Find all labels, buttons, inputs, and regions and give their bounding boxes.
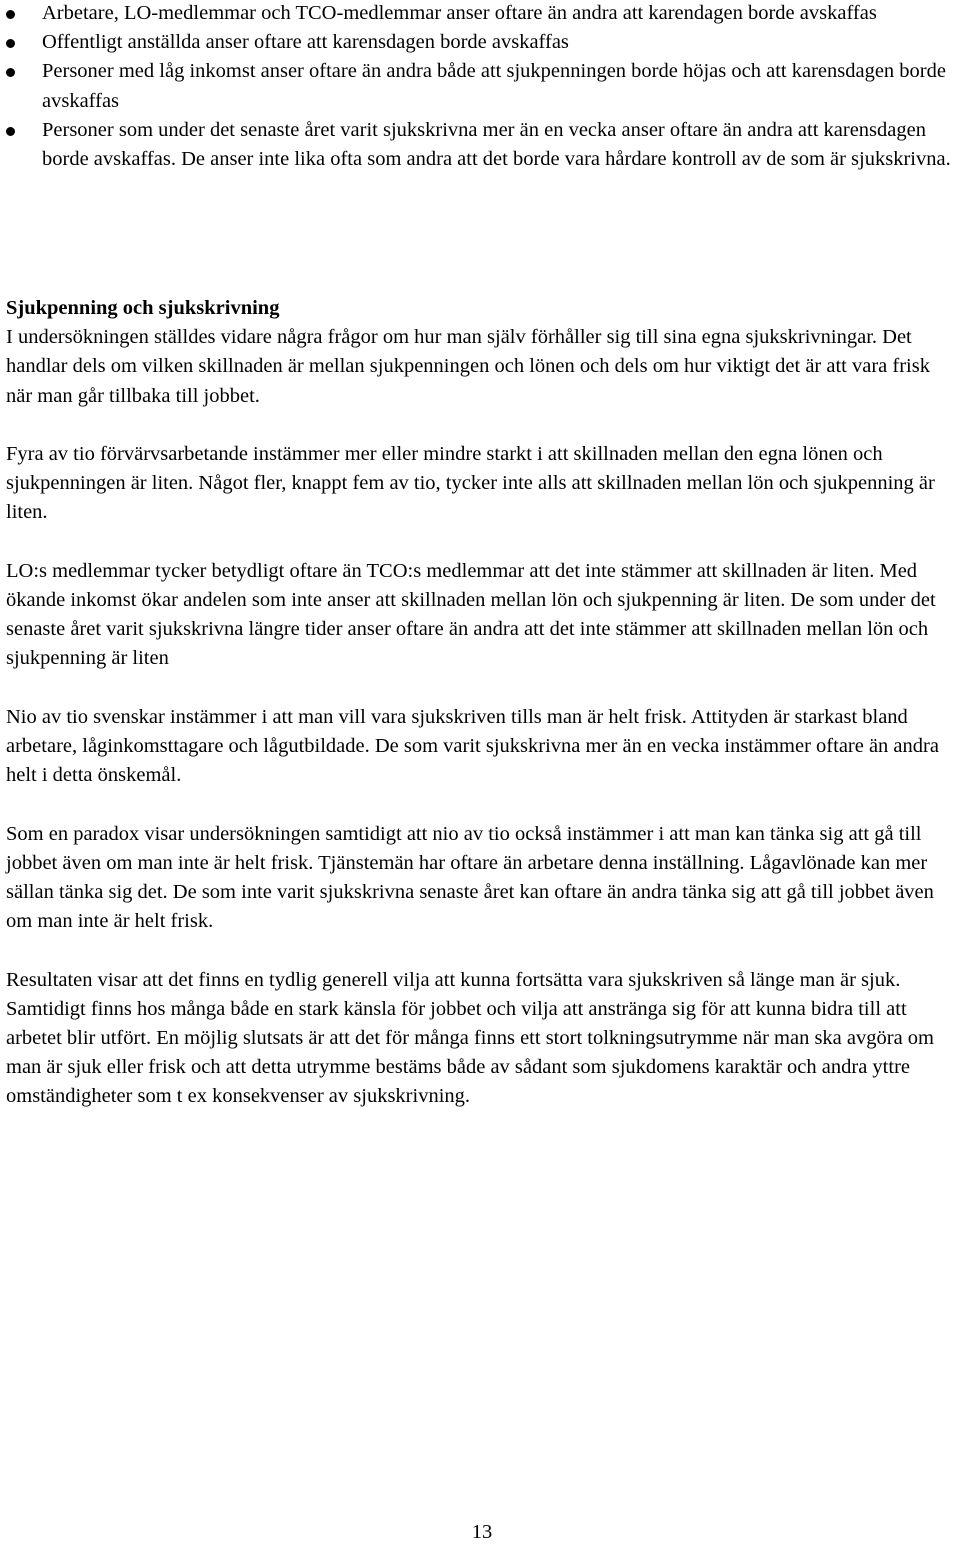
page-number: 13	[471, 1521, 493, 1543]
bullet-item	[6, 0, 958, 28]
bullet-text: Offentligt anställda anser oftare att karensdagen borde avskaffas	[42, 31, 569, 54]
section-heading: Sjukpenning och sjukskrivning	[6, 297, 280, 319]
bullet-list	[6, 0, 958, 174]
body-paragraph: Fyra av tio förvärvsarbetande instämmer mer eller mindre starkt i att skillnaden mellan den egna lönen och sjukpenningen är liten. Något fler, knappt fem av tio, tycker inte alls att skillnaden mellan lön och sjukpenning är liten.	[6, 443, 935, 524]
body-paragraph: I undersökningen ställdes vidare några frågor om hur man själv förhåller sig till sina egna sjukskrivningar. Det handlar dels om vilken skillnaden är mellan sjukpenningen och lönen och dels om hur viktigt det är att vara frisk när man går tillbaka till jobbet.	[6, 326, 930, 407]
body-paragraph: Som en paradox visar undersökningen samtidigt att nio av tio också instämmer i att man kan tänka sig att gå till jobbet även om man inte är helt frisk. Tjänstemän har oftare än arbetare denna inställning. Lågavlönade kan mer sällan tänka sig det. De som inte varit sjukskrivna senaste året kan oftare än andra tänka sig att gå till jobbet även om man inte är helt frisk.	[6, 822, 934, 933]
bullet-item	[6, 28, 958, 57]
bullet-icon	[6, 10, 15, 19]
bullet-item	[6, 57, 958, 115]
body-paragraph: LO:s medlemmar tycker betydligt oftare än TCO:s medlemmar att det inte stämmer att skillnaden är liten. Med ökande inkomst ökar andelen som inte anser att skillnaden mellan lön och sjukpenning är liten. De som under det senaste året varit sjukskrivna längre tider anser oftare än andra att det inte stämmer att skillnaden mellan lön och sjukpenning är liten	[6, 559, 936, 670]
bullet-text: Arbetare, LO-medlemmar och TCO-medlemmar anser oftare än andra att karendagen borde avskaffas	[42, 2, 877, 24]
section-sjukpenning	[6, 294, 954, 1112]
bullet-text: Personer med låg inkomst anser oftare än andra både att sjukpenningen borde höjas och att karensdagen borde avskaffas	[42, 60, 946, 112]
body-paragraph: Nio av tio svenskar instämmer i att man vill vara sjukskriven tills man är helt frisk. Attityden är starkast bland arbetare, låginkomsttagare och lågutbildade. De som varit sjukskrivna mer än en vecka instämmer oftare än andra helt i detta önskemål.	[6, 705, 939, 787]
body-paragraph: Resultaten visar att det finns en tydlig generell vilja att kunna fortsätta vara sjukskriven så länge man är sjuk. Samtidigt finns hos många både en stark känsla för jobbet och vilja att anstränga sig för att kunna bidra till att arbetet blir utfört. En möjlig slutsats är att det för många finns ett stort tolkningsutrymme när man ska avgöra om man är sjuk eller frisk och att detta utrymme bestäms både av sådant som sjukdomens karaktär och andra yttre omständigheter som t ex konsekvenser av sjukskrivning.	[6, 968, 934, 1108]
bullet-text: Personer som under det senaste året varit sjukskrivna mer än en vecka anser oftare än andra att karensdagen borde avskaffas. De anser inte lika ofta som andra att det borde vara hårdare kontroll av de som är sjukskrivna.	[42, 118, 951, 171]
bullet-icon	[6, 127, 15, 136]
bullet-item	[6, 116, 958, 174]
bullet-icon	[6, 68, 15, 77]
bullet-icon	[6, 39, 15, 48]
